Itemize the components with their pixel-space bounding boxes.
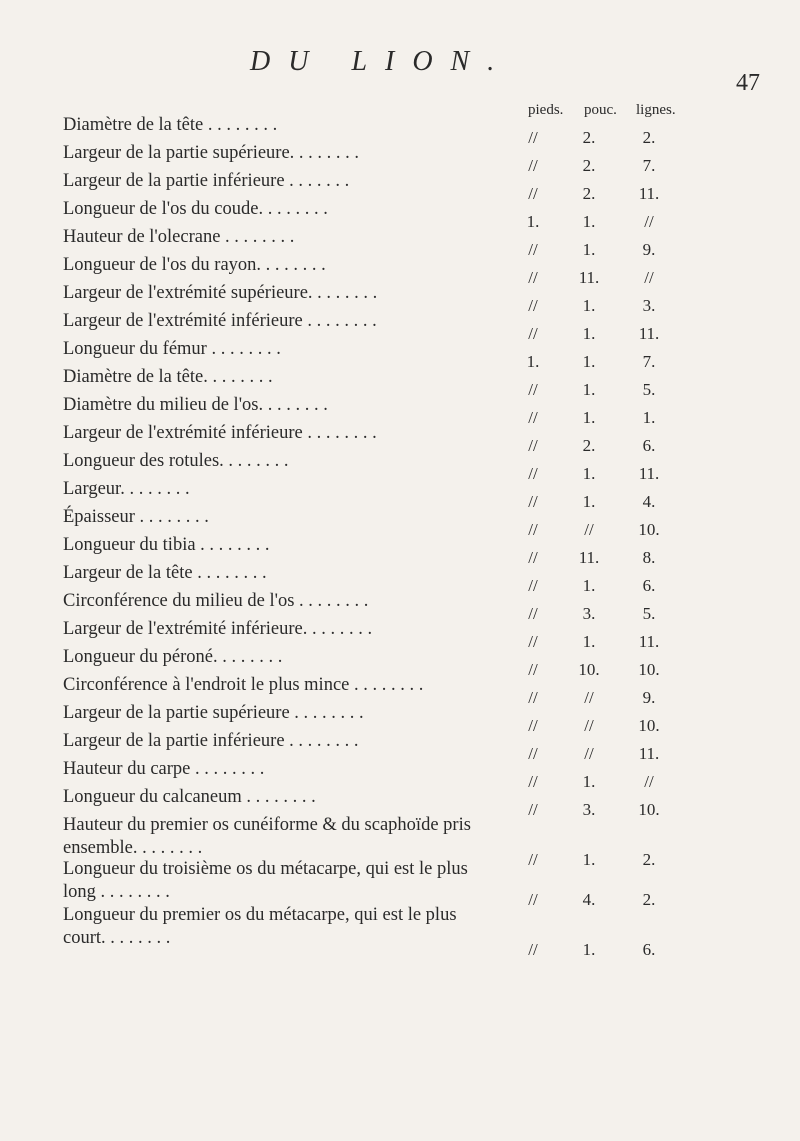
value-pouc: 11. bbox=[578, 268, 600, 287]
value-pouc: 1. bbox=[582, 576, 596, 595]
column-header-pouc: pouc. bbox=[584, 102, 617, 118]
value-lignes: 2. bbox=[642, 890, 656, 909]
measurement-label: Longueur du péroné. . . . . . . . bbox=[63, 647, 283, 667]
value-pieds: // bbox=[528, 436, 538, 455]
measurement-label: Largeur de la partie supérieure. . . . . . . . bbox=[63, 143, 360, 163]
value-pieds: // bbox=[528, 688, 538, 707]
value-pieds: // bbox=[528, 850, 538, 869]
value-lignes: 6. bbox=[642, 940, 656, 959]
value-pieds: // bbox=[528, 660, 538, 679]
value-pouc: 11. bbox=[578, 548, 600, 567]
value-pieds: // bbox=[528, 716, 538, 735]
value-pouc: 1. bbox=[582, 408, 596, 427]
value-pieds: // bbox=[528, 128, 538, 147]
value-lignes: 4. bbox=[642, 492, 656, 511]
value-pouc: 1. bbox=[582, 940, 596, 959]
value-lignes: 1. bbox=[642, 408, 656, 427]
value-pieds: // bbox=[528, 772, 538, 791]
value-lignes: 9. bbox=[642, 240, 656, 259]
value-lignes: 7. bbox=[642, 352, 656, 371]
value-pieds: // bbox=[528, 604, 538, 623]
measurement-label: Diamètre du milieu de l'os. . . . . . . . bbox=[63, 395, 328, 415]
value-pouc: // bbox=[584, 716, 594, 735]
column-header-lignes: lignes. bbox=[636, 102, 676, 118]
value-lignes: 11. bbox=[638, 184, 660, 203]
value-lignes: 8. bbox=[642, 548, 656, 567]
measurement-label: Hauteur du premier os cunéiforme & du scaphoïde pris ensemble. . . . . . . . bbox=[63, 815, 471, 859]
measurement-label: Circonférence à l'endroit le plus mince . . . . . . . . bbox=[63, 675, 424, 695]
value-lignes: 10. bbox=[638, 520, 660, 539]
measurement-label: Longueur du fémur . . . . . . . . bbox=[63, 339, 281, 359]
value-lignes: // bbox=[644, 212, 654, 231]
value-pouc: 2. bbox=[582, 128, 596, 147]
value-lignes: 10. bbox=[638, 660, 660, 679]
value-pouc: // bbox=[584, 744, 594, 763]
measurement-label: Longueur du calcaneum . . . . . . . . bbox=[63, 787, 316, 807]
value-lignes: 6. bbox=[642, 436, 656, 455]
value-pouc: 4. bbox=[582, 890, 596, 909]
value-pieds: // bbox=[528, 520, 538, 539]
value-pieds: // bbox=[528, 800, 538, 819]
value-pieds: // bbox=[528, 296, 538, 315]
measurement-label: Largeur de la partie supérieure . . . . . . . . bbox=[63, 703, 364, 723]
measurement-label: Largeur de la tête . . . . . . . . bbox=[63, 563, 267, 583]
value-pouc: 2. bbox=[582, 436, 596, 455]
measurement-label: Diamètre de la tête . . . . . . . . bbox=[63, 115, 278, 135]
value-pouc: 3. bbox=[582, 800, 596, 819]
value-lignes: 5. bbox=[642, 604, 656, 623]
value-lignes: 11. bbox=[638, 464, 660, 483]
value-pouc: 1. bbox=[582, 632, 596, 651]
value-pieds: // bbox=[528, 576, 538, 595]
value-lignes: 6. bbox=[642, 576, 656, 595]
value-pieds: // bbox=[528, 492, 538, 511]
value-pieds: // bbox=[528, 184, 538, 203]
value-pouc: 1. bbox=[582, 212, 596, 231]
page-number: 47 bbox=[736, 70, 760, 96]
measurement-label: Largeur. . . . . . . . bbox=[63, 479, 190, 499]
value-pieds: // bbox=[528, 464, 538, 483]
value-lignes: 7. bbox=[642, 156, 656, 175]
measurement-label: Hauteur de l'olecrane . . . . . . . . bbox=[63, 227, 295, 247]
value-pouc: // bbox=[584, 520, 594, 539]
measurement-label: Longueur du troisième os du métacarpe, qui est le plus long . . . . . . . . bbox=[63, 859, 468, 903]
measurement-label: Circonférence du milieu de l'os . . . . . . . . bbox=[63, 591, 369, 611]
value-pouc: 2. bbox=[582, 184, 596, 203]
value-pieds: // bbox=[528, 268, 538, 287]
value-lignes: 11. bbox=[638, 744, 660, 763]
value-pouc: 1. bbox=[582, 850, 596, 869]
measurement-label: Longueur de l'os du coude. . . . . . . . bbox=[63, 199, 328, 219]
measurement-label: Largeur de l'extrémité inférieure . . . . . . . . bbox=[63, 311, 377, 331]
value-lignes: 11. bbox=[638, 324, 660, 343]
value-pouc: 1. bbox=[582, 492, 596, 511]
measurement-label: Longueur de l'os du rayon. . . . . . . . bbox=[63, 255, 326, 275]
value-pieds: // bbox=[528, 890, 538, 909]
value-pieds: // bbox=[528, 240, 538, 259]
measurement-label: Épaisseur . . . . . . . . bbox=[63, 507, 209, 527]
measurement-label: Largeur de l'extrémité supérieure. . . . . . . . bbox=[63, 283, 378, 303]
value-lignes: 5. bbox=[642, 380, 656, 399]
value-pouc: 1. bbox=[582, 772, 596, 791]
measurement-label: Largeur de l'extrémité inférieure. . . . . . . . bbox=[63, 619, 373, 639]
value-pouc: 1. bbox=[582, 324, 596, 343]
value-pouc: 2. bbox=[582, 156, 596, 175]
value-pieds: // bbox=[528, 632, 538, 651]
measurement-label: Longueur du tibia . . . . . . . . bbox=[63, 535, 270, 555]
value-lignes: 3. bbox=[642, 296, 656, 315]
value-lignes: 2. bbox=[642, 850, 656, 869]
value-lignes: 2. bbox=[642, 128, 656, 147]
value-pieds: // bbox=[528, 744, 538, 763]
value-lignes: 10. bbox=[638, 716, 660, 735]
value-lignes: 11. bbox=[638, 632, 660, 651]
measurement-label: Largeur de la partie inférieure . . . . . . . bbox=[63, 171, 350, 191]
value-pouc: 1. bbox=[582, 464, 596, 483]
running-title: DU LION. bbox=[250, 46, 513, 77]
measurement-label: Largeur de l'extrémité inférieure . . . . . . . . bbox=[63, 423, 377, 443]
value-pieds: // bbox=[528, 408, 538, 427]
value-lignes: // bbox=[644, 268, 654, 287]
value-pieds: 1. bbox=[526, 212, 540, 231]
value-lignes: 10. bbox=[638, 800, 660, 819]
value-pouc: 1. bbox=[582, 296, 596, 315]
value-pieds: // bbox=[528, 548, 538, 567]
measurement-label: Largeur de la partie inférieure . . . . . . . . bbox=[63, 731, 359, 751]
value-pouc: 10. bbox=[578, 660, 600, 679]
value-pieds: // bbox=[528, 380, 538, 399]
measurement-label: Longueur des rotules. . . . . . . . bbox=[63, 451, 289, 471]
measurement-label: Hauteur du carpe . . . . . . . . bbox=[63, 759, 265, 779]
value-pieds: // bbox=[528, 156, 538, 175]
page-header bbox=[0, 40, 800, 100]
value-lignes: 9. bbox=[642, 688, 656, 707]
value-pieds: // bbox=[528, 324, 538, 343]
value-pouc: 1. bbox=[582, 352, 596, 371]
value-pouc: 3. bbox=[582, 604, 596, 623]
column-header-pieds: pieds. bbox=[528, 102, 564, 118]
measurement-label: Diamètre de la tête. . . . . . . . bbox=[63, 367, 273, 387]
value-pouc: // bbox=[584, 688, 594, 707]
value-pieds: 1. bbox=[526, 352, 540, 371]
value-pouc: 1. bbox=[582, 240, 596, 259]
value-pieds: // bbox=[528, 940, 538, 959]
measurement-label: Longueur du premier os du métacarpe, qui est le plus court. . . . . . . . bbox=[63, 905, 457, 949]
value-lignes: // bbox=[644, 772, 654, 791]
value-pouc: 1. bbox=[582, 380, 596, 399]
